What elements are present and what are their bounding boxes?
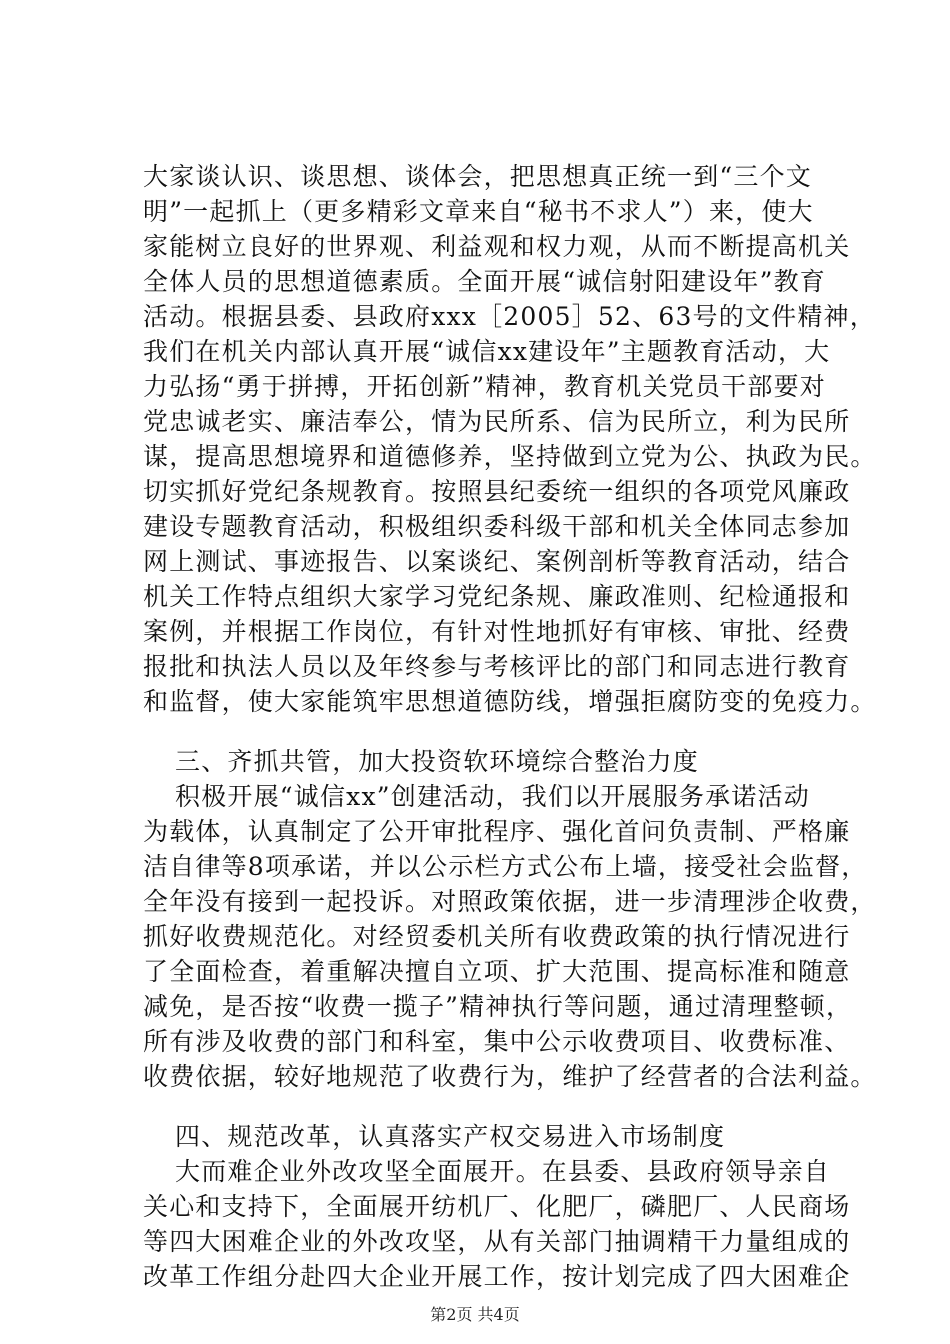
body-line: 力弘扬“勇于拼搏，开拓创新”精神，教育机关党员干部要对 (143, 372, 826, 401)
body-line: 家能树立良好的世界观、利益观和权力观，从而不断提高机关 (143, 232, 851, 261)
body-line: 全年没有接到一起投诉。对照政策依据，进一步清理涉企收费， (143, 887, 877, 916)
body-line: 和监督，使大家能筑牢思想道德防线，增强拒腐防变的免疫力。 (143, 687, 877, 716)
body-line: 收费依据，较好地规范了收费行为，维护了经营者的合法利益。 (143, 1062, 877, 1091)
body-line: 等四大困难企业的外改攻坚，从有关部门抽调精干力量组成的 (143, 1227, 851, 1256)
section-heading: 四、规范改革，认真落实产权交易进入市场制度 (175, 1122, 726, 1151)
body-line: 谋，提高思想境界和道德修养，坚持做到立党为公、执政为民。 (143, 442, 877, 471)
body-line: 为载体，认真制定了公开审批程序、强化首问负责制、严格廉 (143, 817, 851, 846)
body-line: 全体人员的思想道德素质。全面开展“诚信射阳建设年”教育 (143, 267, 826, 296)
body-line: 减免，是否按“收费一揽子”精神执行等问题，通过清理整顿， (143, 992, 853, 1021)
body-line: 机关工作特点组织大家学习党纪条规、廉政准则、纪检通报和 (143, 582, 851, 611)
body-line: 大而难企业外改攻坚全面展开。在县委、县政府领导亲自 (175, 1157, 831, 1186)
body-line: 我们在机关内部认真开展“诚信xx建设年”主题教育活动，大 (143, 337, 831, 366)
body-line: 大家谈认识、谈思想、谈体会，把思想真正统一到“三个文 (143, 162, 812, 191)
body-line: 建设专题教育活动，积极组织委科级干部和机关全体同志参加 (143, 512, 851, 541)
body-line: 抓好收费规范化。对经贸委机关所有收费政策的执行情况进行 (143, 922, 851, 951)
body-line: 明”一起抓上（更多精彩文章来自“秘书不求人”）来，使大 (143, 197, 814, 226)
page-number: 第2页 共4页 (430, 1305, 520, 1324)
body-line: 关心和支持下，全面展开纺机厂、化肥厂，磷肥厂、人民商场 (143, 1192, 851, 1221)
body-line: 切实抓好党纪条规教育。按照县纪委统一组织的各项党风廉政 (143, 477, 851, 506)
body-line: 案例，并根据工作岗位，有针对性地抓好有审核、审批、经费 (143, 617, 851, 646)
body-line: 积极开展“诚信xx”创建活动，我们以开展服务承诺活动 (175, 782, 810, 811)
body-line: 活动。根据县委、县政府xxx［2005］52、63号的文件精神， (143, 302, 876, 331)
body-line: 网上测试、事迹报告、以案谈纪、案例剖析等教育活动，结合 (143, 547, 851, 576)
body-line: 洁自律等8项承诺，并以公示栏方式公布上墙，接受社会监督， (143, 852, 868, 881)
body-line: 报批和执法人员以及年终参与考核评比的部门和同志进行教育 (143, 652, 851, 681)
body-line: 了全面检查，着重解决擅自立项、扩大范围、提高标准和随意 (143, 957, 851, 986)
body-line: 所有涉及收费的部门和科室，集中公示收费项目、收费标准、 (143, 1027, 851, 1056)
body-line: 改革工作组分赴四大企业开展工作，按计划完成了四大困难企 (143, 1262, 851, 1291)
section-heading: 三、齐抓共管，加大投资软环境综合整治力度 (175, 747, 700, 776)
body-line: 党忠诚老实、廉洁奉公，情为民所系、信为民所立，利为民所 (143, 407, 851, 436)
